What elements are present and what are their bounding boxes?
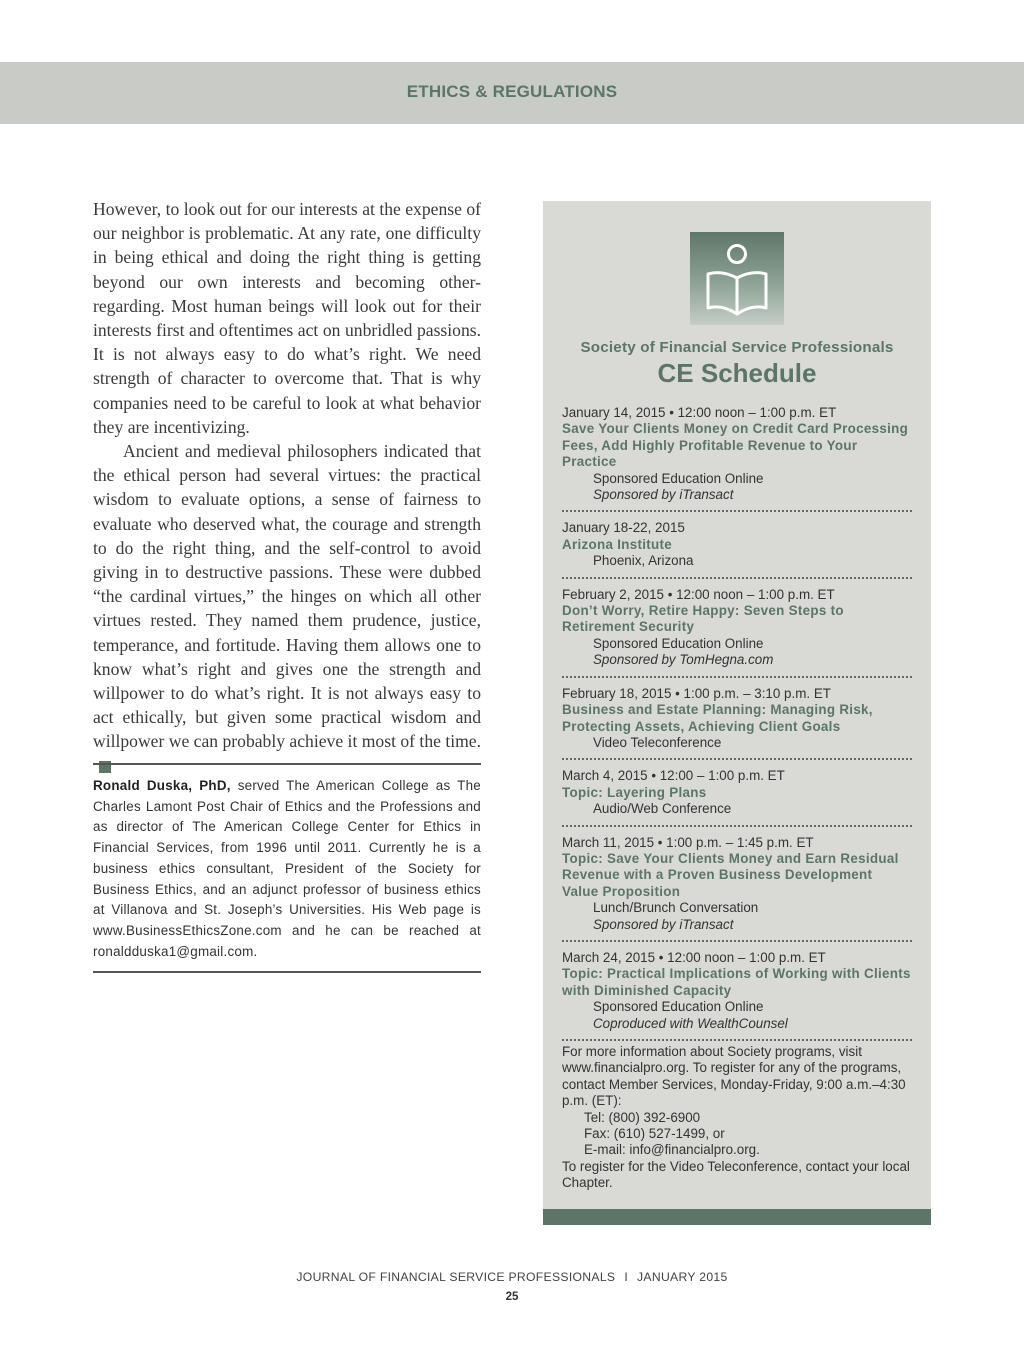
- event-title: Topic: Save Your Clients Money and Earn Residual Revenue with a Proven Business Development Value Proposition: [562, 850, 899, 899]
- author-bio: [93, 776, 481, 962]
- event-item: [562, 405, 912, 512]
- reader-book-icon: [690, 232, 784, 325]
- article-paragraph: [93, 439, 481, 778]
- event-item: [562, 520, 912, 578]
- ce-schedule-sidebar: [543, 201, 931, 1225]
- event-format: Video Teleconference: [593, 734, 722, 750]
- article-paragraph-text: However, to look out for our interests at the expense of our neighbor is problematic. At any rate, one difficulty in being ethical and doing the right thing is getting beyond our own interests and becoming other-regarding. Most human beings will look out for their interests first and oftentimes act on unbridled passions. It is not always easy to do what’s right. We need strength of character to overcome that. That is why companies need to be careful to look at what behavior they are incentivizing.: [93, 199, 481, 437]
- event-title: Topic: Layering Plans: [562, 784, 707, 800]
- event-format: Lunch/Brunch Conversation: [593, 900, 759, 916]
- event-date: January 14, 2015 • 12:00 noon – 1:00 p.m. ET: [562, 405, 837, 420]
- event-format: Sponsored Education Online: [593, 470, 764, 486]
- event-item: [562, 950, 912, 1041]
- event-list: [562, 405, 912, 1049]
- bio-divider-top: [93, 763, 481, 765]
- event-format: Audio/Web Conference: [593, 801, 732, 817]
- bio-divider-bottom: [93, 971, 481, 973]
- event-date: January 18-22, 2015: [562, 520, 685, 536]
- event-title: Topic: Practical Implications of Working with Clients with Diminished Capacity: [562, 966, 911, 998]
- contact-email: E-mail: info@financialpro.org.: [584, 1142, 760, 1158]
- event-date: February 2, 2015 • 12:00 noon – 1:00 p.m. ET: [562, 586, 835, 602]
- article-body: [93, 197, 481, 778]
- event-date: March 11, 2015 • 1:00 p.m. – 1:45 p.m. ET: [562, 834, 814, 850]
- footer-separator: I: [624, 1270, 629, 1284]
- event-date: March 4, 2015 • 12:00 – 1:00 p.m. ET: [562, 768, 785, 784]
- event-item: [562, 768, 912, 826]
- contact-fax: Fax: (610) 527-1499, or: [584, 1126, 725, 1142]
- sidebar-accent-bar: [543, 1209, 931, 1225]
- event-title: Save Your Clients Money on Credit Card Processing Fees, Add Highly Profitable Revenue to Your Practice: [562, 421, 909, 470]
- event-sponsor: Sponsored by iTransact: [593, 916, 734, 932]
- article-paragraph-text: Ancient and medieval philosophers indicated that the ethical person had several virtues: the practical wisdom to evaluate options, a sense of fairness to evaluate who deserved what, the courage and strength to do the right thing, and the self-control to avoid giving in to destructive passions. These were dubbed “the cardinal virtues,” the hinges on which all other virtues rested. They named them prudence, justice, temperance, and fortitude. Having them allows one to know what’s right and gives one the strength and willpower to do what’s right. It is not always easy to act ethically, but given some practical wisdom and willpower we can probably achieve it most of the time.: [93, 441, 481, 752]
- event-sponsor: Sponsored by iTransact: [593, 487, 734, 503]
- event-title: Business and Estate Planning: Managing Risk, Protecting Assets, Achieving Client Goals: [562, 702, 873, 734]
- issue-date: JANUARY 2015: [637, 1270, 728, 1284]
- event-sponsor: Sponsored by TomHegna.com: [593, 652, 774, 668]
- event-location: Phoenix, Arizona: [593, 553, 694, 569]
- event-item: [562, 587, 912, 678]
- section-header-band: [0, 62, 1024, 124]
- event-format: Sponsored Education Online: [593, 635, 764, 651]
- event-date: February 18, 2015 • 1:00 p.m. – 3:10 p.m. ET: [562, 685, 831, 701]
- contact-closing: To register for the Video Teleconference, contact your local Chapter.: [562, 1158, 910, 1191]
- contact-intro: For more information about Society programs, visit www.financialpro.org. To register for any of the programs, contact Member Services, Monday-Friday, 9:00 a.m.–4:30 p.m. (ET):: [562, 1044, 906, 1109]
- event-item: [562, 835, 912, 942]
- page-footer: [0, 1270, 1024, 1284]
- journal-name: JOURNAL OF FINANCIAL SERVICE PROFESSIONALS: [296, 1270, 616, 1284]
- page-number: 25: [505, 1291, 519, 1303]
- sidebar-organization: Society of Financial Service Professionals: [580, 339, 894, 356]
- author-name: Ronald Duska, PhD,: [93, 778, 231, 793]
- event-format: Sponsored Education Online: [593, 999, 764, 1015]
- contact-info: [562, 1044, 922, 1192]
- event-title: Don’t Worry, Retire Happy: Seven Steps to Retirement Security: [562, 603, 844, 635]
- event-title: Arizona Institute: [562, 536, 672, 552]
- event-sponsor: Coproduced with WealthCounsel: [593, 1015, 788, 1031]
- sidebar-title: CE Schedule: [657, 358, 817, 388]
- article-paragraph: [93, 197, 481, 439]
- event-item: [562, 686, 912, 761]
- author-bio-text: served The American College as The Charles Lamont Post Chair of Ethics and the Professions and as director of The American College Center for Ethics in Financial Services, from 1996 until 2011. Currently he is a business ethics consultant, President of the Society for Business Ethics, and an adjunct professor of business ethics at Villanova and St. Joseph’s Universities. His Web page is www.BusinessEthicsZone.com and he can be reached at ronaldduska1@gmail.com.: [93, 778, 482, 959]
- event-date: March 24, 2015 • 12:00 noon – 1:00 p.m. ET: [562, 949, 826, 965]
- section-title: ETHICS & REGULATIONS: [406, 82, 618, 101]
- contact-phone: Tel: (800) 392-6900: [584, 1109, 701, 1125]
